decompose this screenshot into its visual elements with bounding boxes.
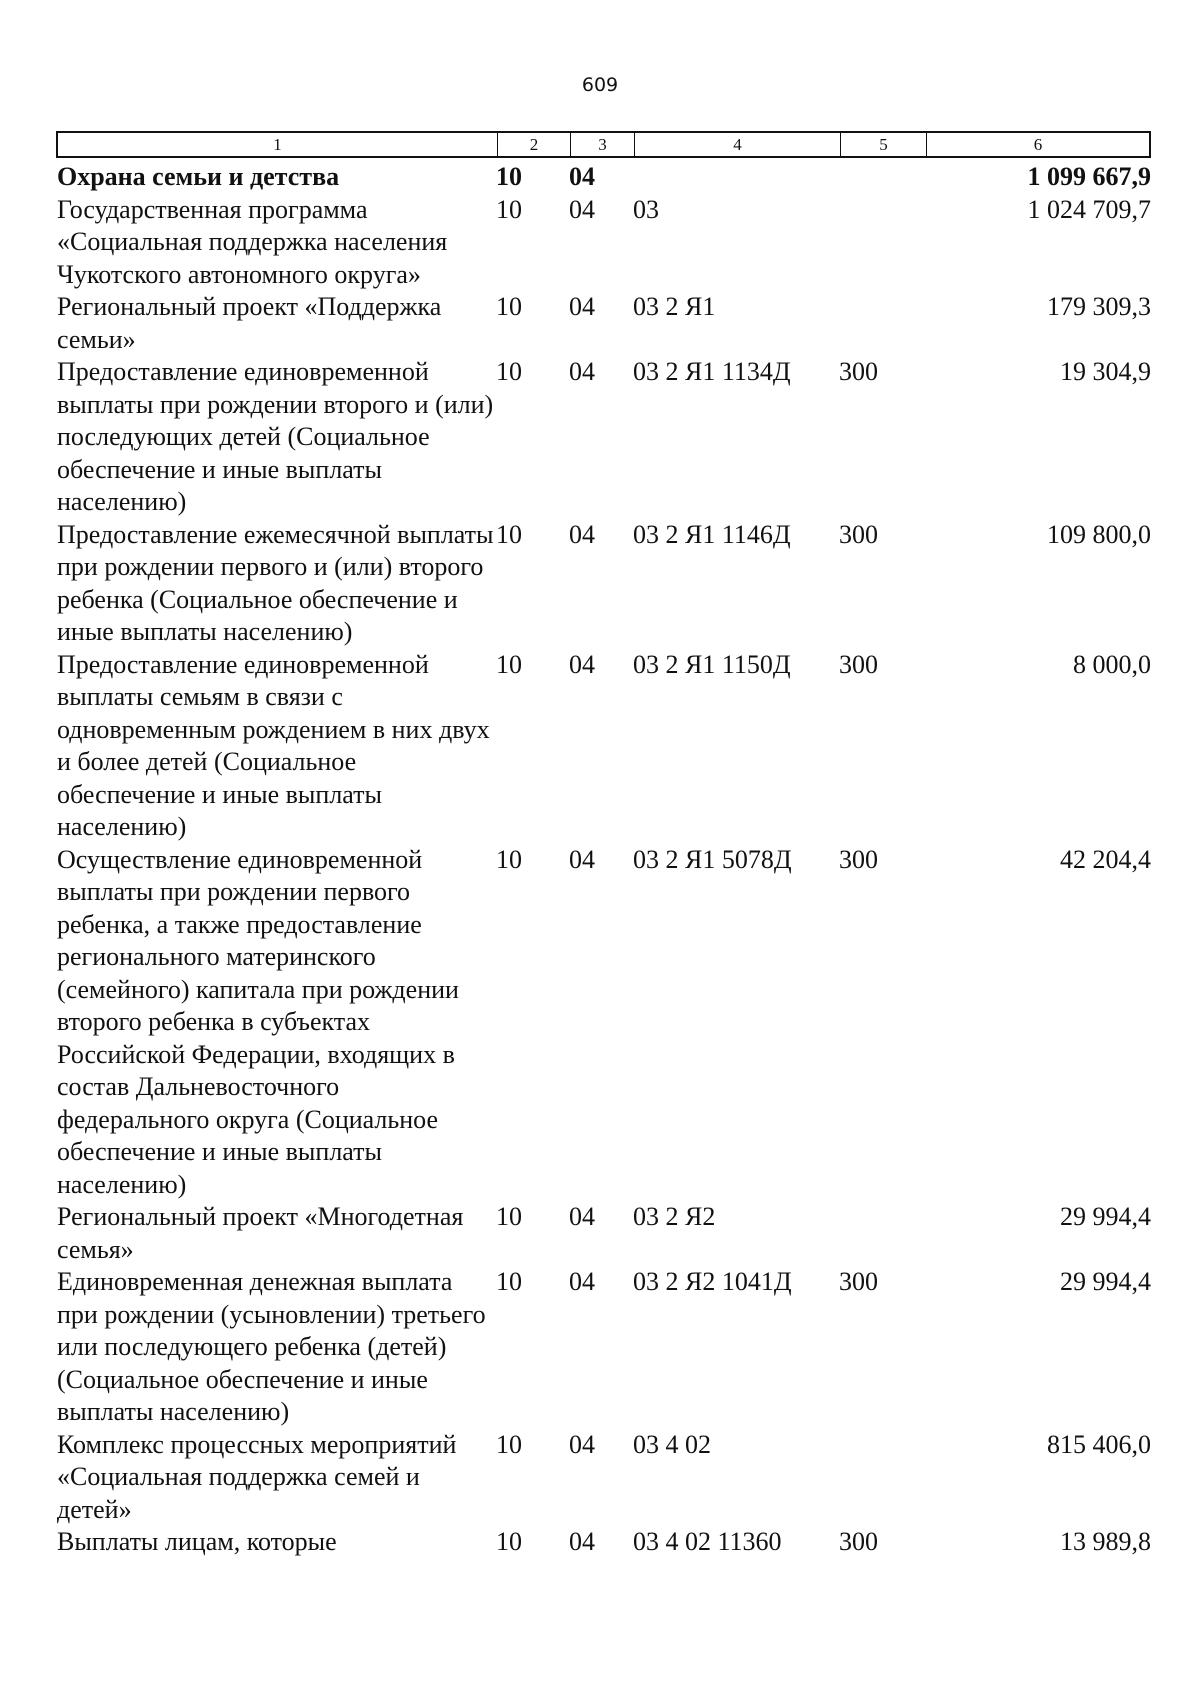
table-row [57, 194, 1151, 292]
page-number: 609 [581, 74, 619, 96]
row-section-cell: 10 [496, 649, 522, 679]
row-expense-type-cell: 300 [839, 1267, 878, 1296]
column-header-1: 1 [58, 133, 498, 156]
row-name-cell: Выплаты лицам, которые [57, 1527, 337, 1556]
row-subsection-cell: 04 [569, 162, 595, 191]
row-name-cell: Предоставление единовременной выплаты семьям в связи с одновременным рождением в них двух и более детей (Социальное обеспечение и иные выплаты населению) [57, 649, 490, 841]
table-row [57, 1526, 1151, 1559]
row-subsection-cell: 04 [569, 1429, 595, 1459]
row-amount-cell: 8 000,0 [1073, 649, 1151, 679]
table-row [57, 649, 1151, 844]
row-target-article-cell: 03 2 Я2 [633, 1202, 716, 1231]
row-name-cell: Региональный проект «Поддержка семьи» [57, 292, 442, 354]
row-subsection-cell: 04 [569, 292, 595, 321]
row-subsection-cell: 04 [569, 1202, 595, 1231]
row-amount-cell: 29 994,4 [1060, 1267, 1151, 1296]
column-header-3: 3 [571, 133, 635, 156]
row-name-cell: Государственная программа «Социальная поддержка населения Чукотского автономного округа» [57, 194, 448, 289]
row-subsection-cell: 04 [569, 1267, 595, 1296]
row-subsection-cell: 04 [569, 519, 595, 549]
column-header-5: 5 [841, 133, 927, 156]
row-amount-cell: 815 406,0 [1047, 1429, 1151, 1459]
budget-table [57, 161, 1151, 1559]
row-expense-type-cell: 300 [839, 844, 878, 874]
row-section-cell: 10 [496, 292, 522, 321]
row-expense-type-cell: 300 [839, 649, 878, 679]
row-section-cell: 10 [496, 357, 522, 386]
row-amount-cell: 19 304,9 [1060, 357, 1151, 386]
row-expense-type-cell: 300 [839, 519, 878, 549]
table-row [57, 1266, 1151, 1429]
row-target-article-cell: 03 2 Я1 1150Д [633, 649, 791, 679]
column-header-6: 6 [1033, 135, 1043, 154]
row-target-article-cell: 03 2 Я1 1146Д [633, 519, 791, 549]
row-expense-type-cell [839, 161, 925, 194]
row-amount-cell: 13 989,8 [1060, 1527, 1151, 1556]
row-name-cell: Единовременная денежная выплата при рождении (усыновлении) третьего или последующего ребенка (детей) (Социальное обеспечение и иные выплаты населению) [57, 1267, 486, 1426]
row-section-cell: 10 [496, 162, 522, 191]
row-subsection-cell: 04 [569, 194, 595, 224]
table-row [57, 844, 1151, 1202]
table-row [57, 291, 1151, 356]
column-header-4: 4 [635, 133, 841, 156]
row-amount-cell: 42 204,4 [1060, 844, 1151, 874]
row-section-cell: 10 [496, 1267, 522, 1296]
row-subsection-cell: 04 [569, 844, 595, 874]
row-name-cell: Комплекс процессных мероприятий «Социальная поддержка семей и детей» [57, 1429, 457, 1524]
row-subsection-cell: 04 [569, 357, 595, 386]
row-target-article-cell: 03 4 02 11360 [633, 1527, 782, 1556]
row-expense-type-cell: 300 [839, 1527, 878, 1556]
table-row [57, 161, 1151, 194]
row-section-cell: 10 [496, 1202, 522, 1231]
row-expense-type-cell [839, 1201, 925, 1266]
row-name-cell: Предоставление единовременной выплаты при рождении второго и (или) последующих детей (Социальное обеспечение и иные выплаты населению) [57, 357, 494, 516]
column-header-2: 2 [498, 133, 571, 156]
row-expense-type-cell [839, 194, 925, 292]
row-section-cell: 10 [496, 1527, 522, 1556]
row-target-article-cell: 03 [633, 194, 659, 224]
row-name-cell: Осуществление единовременной выплаты при рождении первого ребенка, а также предоставление регионального материнского (семейного) капитала при рождении второго ребенка в субъектах Российской Федерации, входящих в состав Дальневосточного федерального округа (Социальное обеспечение и иные выплаты населению) [57, 844, 459, 1199]
row-target-article-cell: 03 2 Я1 5078Д [633, 844, 792, 874]
table-row [57, 1201, 1151, 1266]
row-amount-cell: 109 800,0 [1047, 519, 1151, 549]
row-target-article-cell: 03 4 02 [633, 1429, 711, 1459]
row-section-cell: 10 [496, 519, 522, 549]
table-row [57, 1429, 1151, 1527]
row-amount-cell: 179 309,3 [1047, 292, 1151, 321]
row-name-cell: Региональный проект «Многодетная семья» [57, 1202, 464, 1264]
row-target-article-cell: 03 2 Я1 [633, 292, 716, 321]
table-row [57, 356, 1151, 519]
table-row [57, 519, 1151, 649]
row-amount-cell: 1 099 667,9 [1027, 162, 1151, 191]
row-target-article-cell: 03 2 Я2 1041Д [633, 1267, 792, 1296]
row-name-cell: Предоставление ежемесячной выплаты при рождении первого и (или) второго ребенка (Социальное обеспечение и иные выплаты населению) [57, 519, 494, 646]
row-section-cell: 10 [496, 194, 522, 224]
row-subsection-cell: 04 [569, 649, 595, 679]
row-target-article-cell [633, 161, 839, 194]
row-section-cell: 10 [496, 844, 522, 874]
row-amount-cell: 29 994,4 [1060, 1202, 1151, 1231]
table-column-header [56, 131, 1151, 158]
row-amount-cell: 1 024 709,7 [1027, 194, 1151, 224]
row-name-cell: Охрана семьи и детства [57, 162, 340, 191]
row-expense-type-cell: 300 [839, 357, 878, 386]
row-section-cell: 10 [496, 1429, 522, 1459]
row-expense-type-cell [839, 1429, 925, 1527]
row-subsection-cell: 04 [569, 1527, 595, 1556]
row-target-article-cell: 03 2 Я1 1134Д [633, 357, 791, 386]
row-expense-type-cell [839, 291, 925, 356]
